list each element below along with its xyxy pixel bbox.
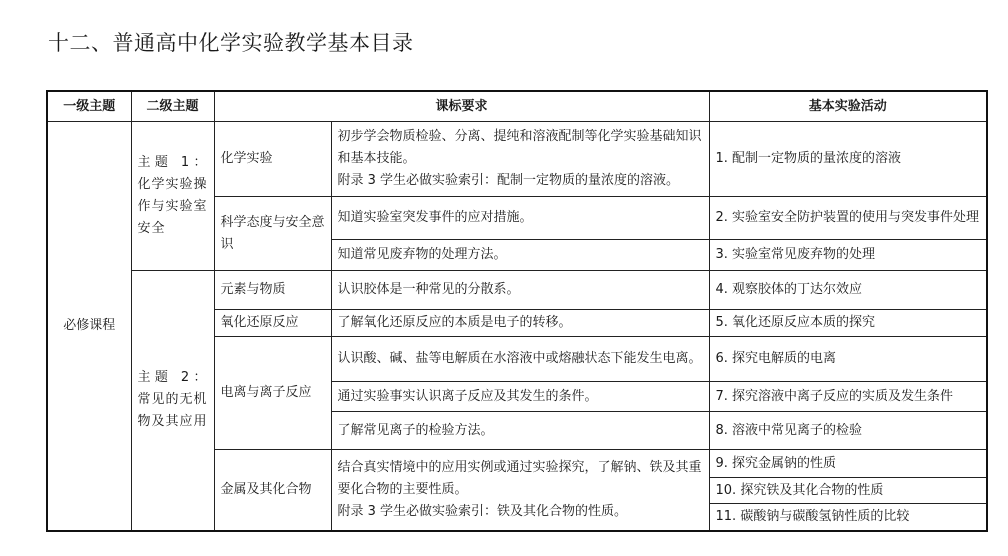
subtopic-ionization: 电离与离子反应 [214, 337, 331, 450]
subtopic-redox: 氧化还原反应 [214, 310, 331, 337]
header-level2: 二级主题 [131, 91, 214, 122]
requirement-cell [331, 450, 709, 531]
level1-topic-cell: 必修课程 [47, 122, 131, 531]
subtopic-chem-experiment: 化学实验 [214, 122, 331, 197]
requirement-cell: 认识酸、碱、盐等电解质在水溶液中或熔融状态下能发生电离。 [331, 337, 709, 382]
theme-2-cell: 主题 2：常见的无机物及其应用 [131, 271, 214, 531]
requirement-cell: 知道常见废弃物的处理方法。 [331, 240, 709, 271]
activity-cell: 10. 探究铁及其化合物的性质 [709, 478, 987, 504]
activity-cell: 4. 观察胶体的丁达尔效应 [709, 271, 987, 310]
header-requirement: 课标要求 [214, 91, 709, 122]
requirement-text: 结合真实情境中的应用实例或通过实验探究，了解钠、铁及其重要化合物的主要性质。 [337, 459, 702, 497]
activity-cell: 7. 探究溶液中离子反应的实质及发生条件 [709, 382, 987, 412]
requirement-cell [331, 122, 709, 197]
table-row [47, 122, 987, 197]
requirement-cell: 认识胶体是一种常见的分散系。 [331, 271, 709, 310]
requirement-cell: 了解氧化还原反应的本质是电子的转移。 [331, 310, 709, 337]
activity-cell: 5. 氧化还原反应本质的探究 [709, 310, 987, 337]
requirement-cell: 知道实验室突发事件的应对措施。 [331, 197, 709, 240]
requirement-appendix: 附录 3 学生必做实验索引：铁及其化合物的性质。 [337, 503, 628, 519]
requirement-appendix: 附录 3 学生必做实验索引：配制一定物质的量浓度的溶液。 [337, 173, 680, 188]
subtopic-metals: 金属及其化合物 [214, 450, 331, 531]
activity-cell: 3. 实验室常见废弃物的处理 [709, 240, 987, 271]
table-row [47, 271, 987, 310]
activity-cell: 6. 探究电解质的电离 [709, 337, 987, 382]
activity-cell: 1. 配制一定物质的量浓度的溶液 [709, 122, 987, 197]
page-title: 十二、普通高中化学实验教学基本目录 [48, 31, 414, 55]
header-activity: 基本实验活动 [709, 91, 987, 122]
experiment-catalog-table [46, 90, 988, 532]
theme-1-cell: 主题 1：化学实验操作与实验室安全 [131, 122, 214, 271]
subtopic-elements-matter: 元素与物质 [214, 271, 331, 310]
requirement-cell: 了解常见离子的检验方法。 [331, 412, 709, 450]
table-header-row [47, 91, 987, 122]
requirement-cell: 通过实验事实认识离子反应及其发生的条件。 [331, 382, 709, 412]
activity-cell: 9. 探究金属钠的性质 [709, 450, 987, 478]
requirement-text: 初步学会物质检验、分离、提纯和溶液配制等化学实验基础知识和基本技能。 [337, 129, 702, 166]
subtopic-science-attitude: 科学态度与安全意识 [214, 197, 331, 271]
header-level1: 一级主题 [47, 91, 131, 122]
activity-cell: 2. 实验室安全防护装置的使用与突发事件处理 [709, 197, 987, 240]
activity-cell: 11. 碳酸钠与碳酸氢钠性质的比较 [709, 504, 987, 531]
activity-cell: 8. 溶液中常见离子的检验 [709, 412, 987, 450]
